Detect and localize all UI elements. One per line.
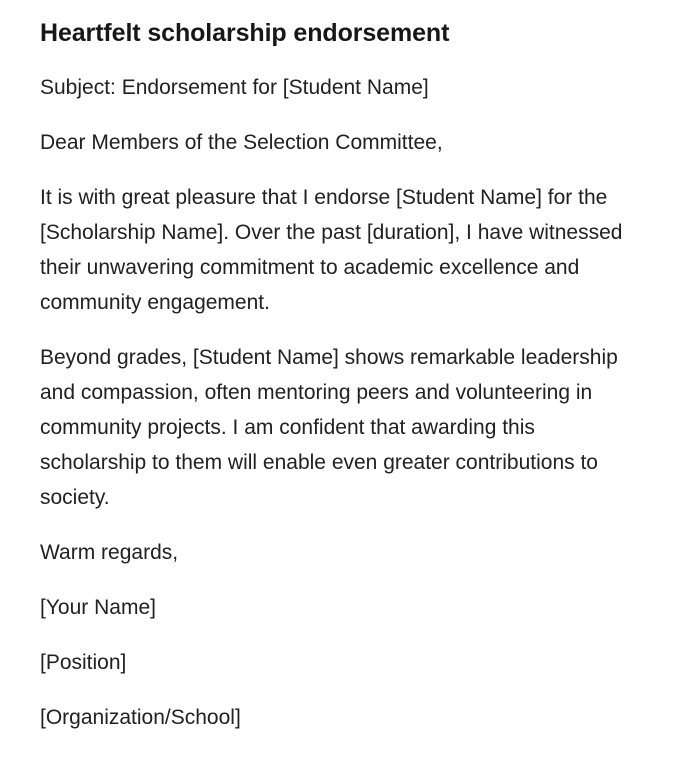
signature-position: [Position] (40, 651, 127, 674)
subject-line: Subject: Endorsement for [Student Name] (40, 76, 429, 99)
signature-name: [Your Name] (40, 596, 156, 619)
page-title: Heartfelt scholarship endorsement (40, 19, 450, 47)
closing: Warm regards, (40, 541, 179, 564)
salutation: Dear Members of the Selection Committee, (40, 131, 443, 154)
body-paragraph-2: Beyond grades, [Student Name] shows remarkable leadership and compassion, often mentoring peers and volunteering in community projects. I am confident that awarding this scholarship to them will enable even greater contributions to society. (40, 346, 618, 509)
letter-document (40, 0, 632, 735)
body-paragraph-1: It is with great pleasure that I endorse [Student Name] for the [Scholarship Name]. Over the past [duration], I have witnessed their unwavering commitment to academic excellence and community engagement. (40, 186, 623, 314)
signature-organization: [Organization/School] (40, 706, 241, 729)
